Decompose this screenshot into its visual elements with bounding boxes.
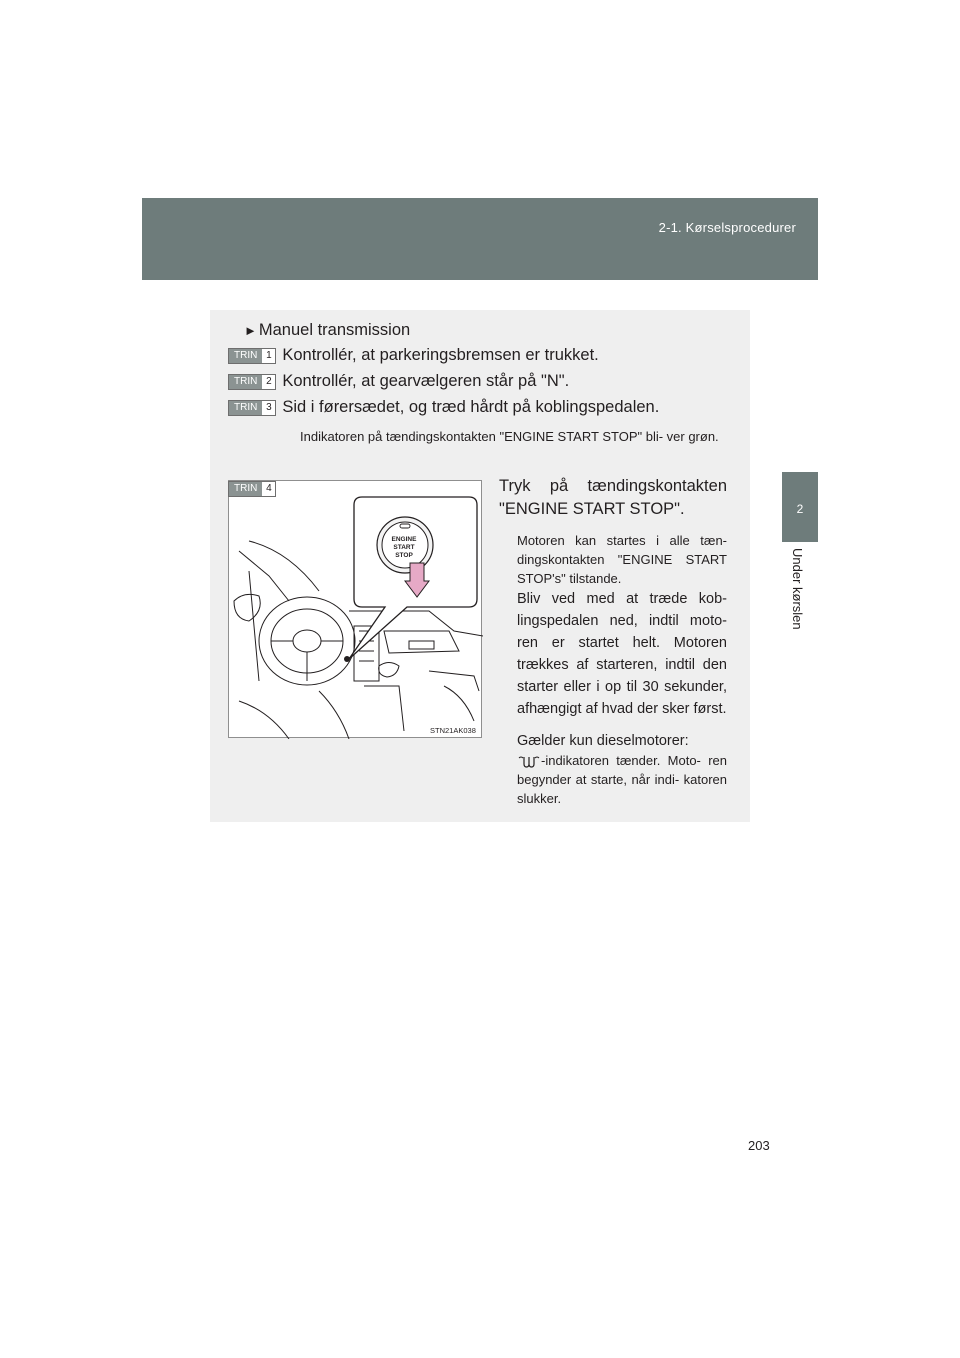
step-2 bbox=[228, 372, 569, 391]
badge-number: 1 bbox=[266, 349, 272, 361]
badge-label: TRIN bbox=[229, 349, 262, 363]
right-triangle-icon: ► bbox=[244, 323, 257, 338]
button-text-engine: ENGINE bbox=[391, 536, 417, 543]
badge-label: TRIN bbox=[229, 401, 262, 415]
step-text: Sid i førersædet, og træd hårdt på koblingspedalen. bbox=[282, 398, 660, 416]
badge-number: 4 bbox=[266, 483, 272, 494]
figure-code: STN21AK038 bbox=[430, 726, 476, 735]
step-4-details bbox=[517, 531, 727, 720]
step-3-note: Indikatoren på tændingskontakten "ENGINE START STOP" bli- ver grøn. bbox=[300, 429, 719, 444]
step-badge bbox=[228, 374, 276, 390]
step-3 bbox=[228, 398, 659, 417]
button-text-stop: STOP bbox=[395, 552, 413, 559]
step-1 bbox=[228, 346, 599, 365]
button-label-layer bbox=[228, 480, 482, 738]
chapter-number: 2 bbox=[796, 502, 804, 516]
button-text-start: START bbox=[393, 544, 415, 551]
diesel-lead: Gælder kun dieselmotorer: bbox=[517, 733, 689, 749]
header-bar bbox=[142, 198, 818, 280]
step-badge bbox=[228, 348, 276, 364]
section-title: 2-1. Kørselsprocedurer bbox=[658, 220, 796, 235]
page-number: 203 bbox=[748, 1138, 770, 1153]
section-heading bbox=[244, 321, 410, 340]
badge-label: TRIN bbox=[229, 482, 262, 496]
step-text: Kontrollér, at gearvælgeren står på "N". bbox=[282, 372, 570, 390]
step-4-sub-text: Bliv ved med at træde kob- lingspedalen ned, indtil moto- ren er startet helt. Motoren trækkes af starteren, indtil den starter eller i op til 30 sekunder, afhængigt af hvad der sker først. bbox=[517, 591, 727, 717]
badge-number: 3 bbox=[266, 401, 272, 413]
chapter-tab bbox=[782, 472, 818, 542]
badge-number: 2 bbox=[266, 375, 272, 387]
heading-text: Manuel transmission bbox=[258, 321, 411, 339]
step-text: Kontrollér, at parkeringsbremsen er trukket. bbox=[282, 346, 599, 364]
diesel-note bbox=[517, 731, 727, 808]
glow-plug-indicator-icon bbox=[517, 755, 541, 769]
chapter-label: Under kørslen bbox=[790, 548, 805, 630]
step-4-text: Tryk på tændingskontakten "ENGINE START STOP". bbox=[499, 477, 727, 518]
step-4-badge bbox=[228, 481, 276, 497]
diesel-rest: -indikatoren tænder. Moto- ren begynder at starte, når indi- katoren slukker. bbox=[517, 753, 727, 806]
badge-label: TRIN bbox=[229, 375, 262, 389]
step-4-sub-note: Motoren kan startes i alle tæn- dingskontakten "ENGINE START STOP's" tilstande. bbox=[517, 533, 727, 586]
step-badge bbox=[228, 400, 276, 416]
